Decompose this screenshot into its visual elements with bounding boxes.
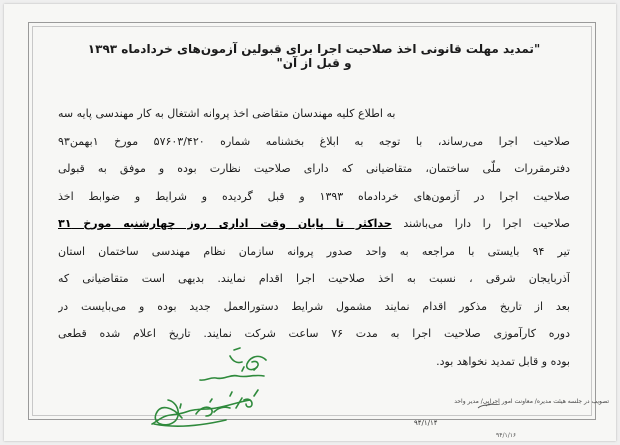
scanned-page — [4, 4, 616, 441]
footer-date: ۹۴/۱/۱۴ — [414, 419, 438, 427]
body-line-10: بوده و قابل تمدید نخواهد بود. — [436, 354, 570, 368]
body-line-5 — [58, 210, 570, 238]
body-line-2: صلاحیت اجرا می‌رساند، با توجه به ابلاغ بخشنامه شماره ۵۷۶۰۳/۴۲۰ مورخ ۱بهمن۹۳ — [58, 134, 570, 148]
footer-stamp: ۹۴/۱/۱۶ — [496, 432, 517, 439]
body-line-1: به اطلاع کلیه مهندسان متقاضی اخذ پروانه اشتغال به کار مهندسی پایه سه — [58, 107, 396, 120]
announcement-title: "تمدید مهلت قانونی اخذ صلاحیت اجرا برای قبولین آزمون‌های خردادماه ۱۳۹۳ و قبل از آن" — [87, 42, 541, 70]
body-line-5-start: صلاحیت اجرا را دارا می‌باشند — [403, 217, 570, 230]
body-line-6: تیر ۹۴ بایستی با مراجعه به واحد صدور پروانه سازمان نظام مهندسی ساختمان استان — [58, 244, 570, 258]
announcement-body — [58, 100, 570, 375]
deadline-emphasis: حداکثر تا پایان وقت اداری روز چهارشنبه مورخ ۳۱ — [58, 217, 392, 230]
body-line-4: صلاحیت اجرا در آزمون‌های خردادماه ۱۳۹۳ و قبل گردیده و شرایط و ضوابط اخذ — [58, 189, 570, 203]
body-line-9: دوره کارآموزی صلاحیت اجرا به مدت ۷۶ ساعت شرکت نمایند. تاریخ اعلام شده قطعی — [58, 327, 570, 340]
body-line-7: آذربایجان شرقی ، نسبت به اخذ صلاحیت اجرا اقدام نمایند. بدیهی است متقاضیانی که — [58, 272, 570, 285]
body-line-8: بعد از تاریخ مذکور اقدام نمایند مشمول شرایط دستورالعمل جدید بوده و می‌بایست در — [58, 299, 570, 313]
footer-note: تصویب در جلسه هیئت مدیره/ معاونت امور اجرایی/ مدیر واحد — [454, 398, 609, 405]
body-line-3: دفترمقررات ملّی ساختمان، متقاضیانی که دارای صلاحیت نظارت بوده و موفق به قبولی — [58, 162, 570, 175]
